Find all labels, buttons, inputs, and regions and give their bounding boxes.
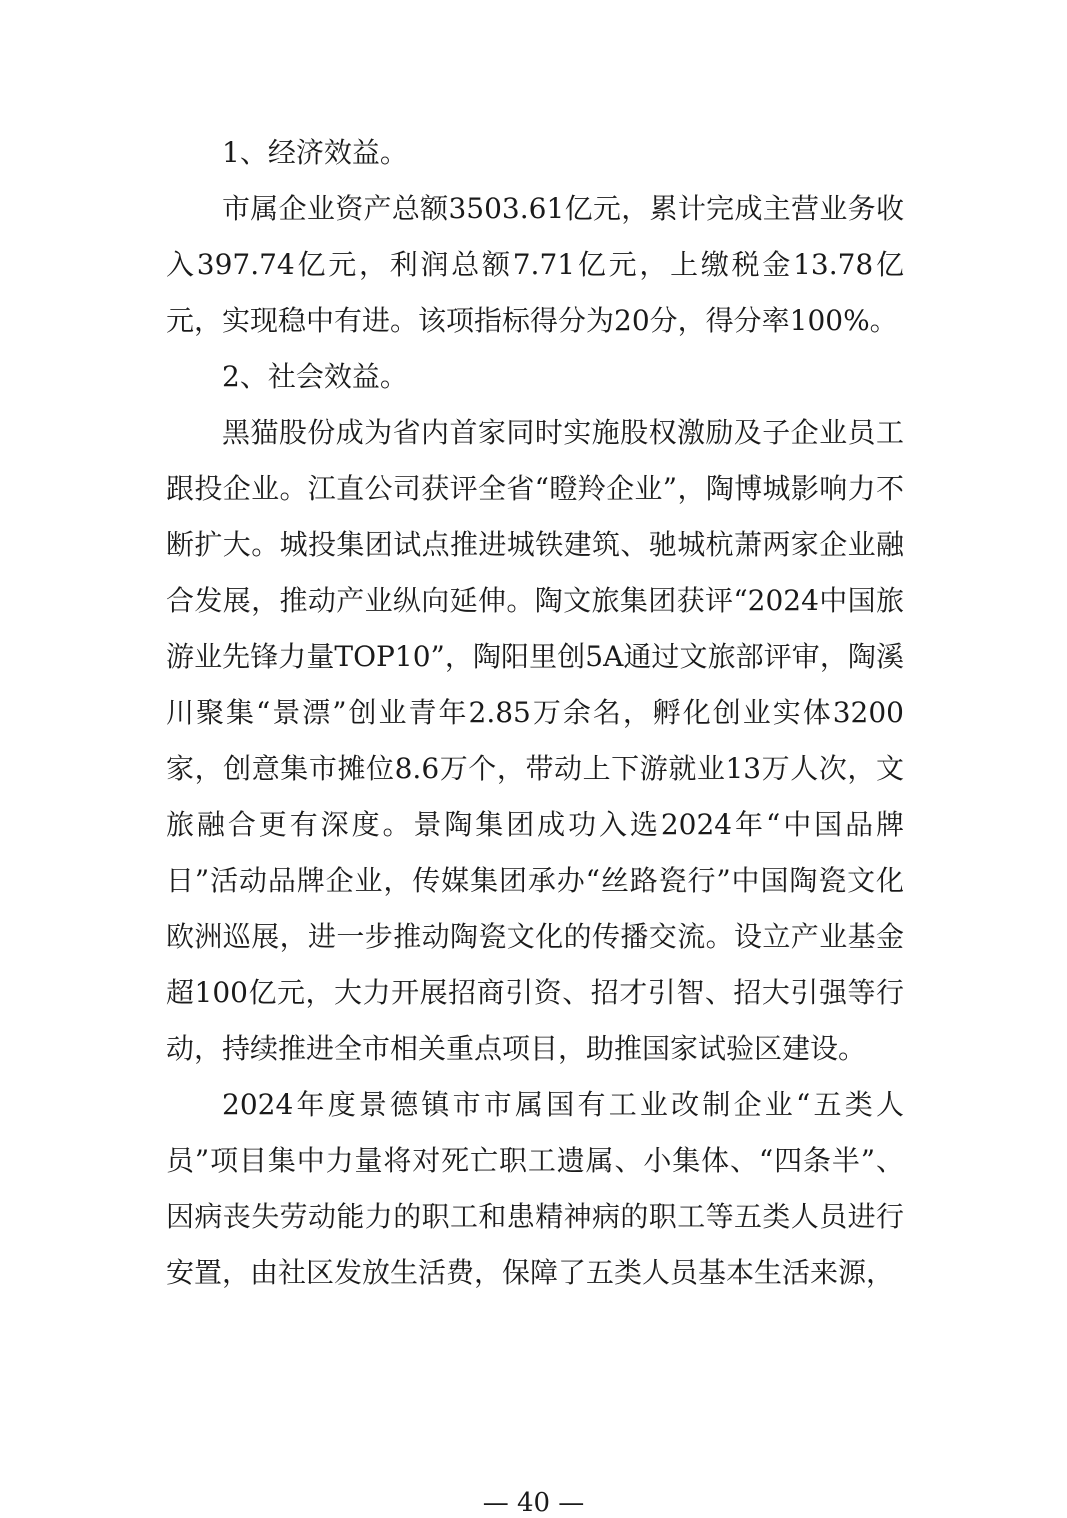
- heading-social-benefit: 2、社会效益。: [222, 360, 408, 393]
- paragraph-economic-benefit: 市属企业资产总额3503.61亿元，累计完成主营业务收入397.74亿元，利润总额7.71亿元，上缴税金13.78亿元，实现稳中有进。该项指标得分为20分，得分率100%。: [166, 192, 904, 337]
- document-body: [166, 125, 904, 1301]
- paragraph-five-categories: 2024年度景德镇市市属国有工业改制企业“五类人员”项目集中力量将对死亡职工遗属、小集体、“四条半”、因病丧失劳动能力的职工和患精神病的职工等五类人员进行安置，由社区发放生活费，保障了五类人员基本生活来源，: [166, 1088, 904, 1289]
- paragraph-social-benefit: 黑猫股份成为省内首家同时实施股权激励及子企业员工跟投企业。江直公司获评全省“瞪羚企业”，陶博城影响力不断扩大。城投集团试点推进城铁建筑、驰城杭萧两家企业融合发展，推动产业纵向延伸。陶文旅集团获评“2024中国旅游业先锋力量TOP10”，陶阳里创5A通过文旅部评审，陶溪川聚集“景漂”创业青年2.85万余名，孵化创业实体3200家，创意集市摊位8.6万个，带动上下游就业13万人次，文旅融合更有深度。景陶集团成功入选2024年“中国品牌日”活动品牌企业，传媒集团承办“丝路瓷行”中国陶瓷文化欧洲巡展，进一步推动陶瓷文化的传播交流。设立产业基金超100亿元，大力开展招商引资、招才引智、招大引强等行动，持续推进全市相关重点项目，助推国家试验区建设。: [166, 416, 904, 1065]
- heading-economic-benefit: 1、经济效益。: [222, 136, 408, 169]
- page-number: — 40 —: [482, 1488, 585, 1518]
